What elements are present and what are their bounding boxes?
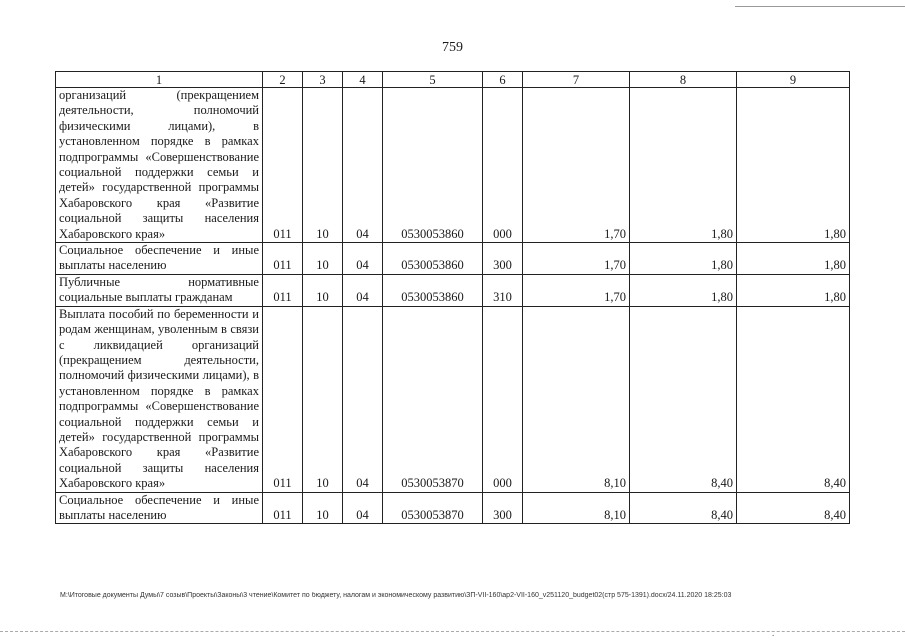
cell-amount-2: 1,80 <box>630 274 737 306</box>
header-cell: 5 <box>383 72 483 88</box>
cell-amount-2: 8,40 <box>630 492 737 524</box>
cell-section: 10 <box>303 88 343 243</box>
cell-subsection: 04 <box>343 88 383 243</box>
header-cell: 1 <box>56 72 263 88</box>
cell-subsection: 04 <box>343 492 383 524</box>
table-row <box>56 274 850 306</box>
cell-expense-type: 300 <box>483 492 523 524</box>
cell-subsection: 04 <box>343 243 383 275</box>
table-row <box>56 306 850 492</box>
cell-target-article: 0530053860 <box>383 243 483 275</box>
cell-amount-1: 1,70 <box>523 88 630 243</box>
header-cell: 3 <box>303 72 343 88</box>
cell-amount-1: 1,70 <box>523 274 630 306</box>
cell-amount-2: 1,80 <box>630 243 737 275</box>
cell-amount-3: 1,80 <box>737 243 850 275</box>
header-cell: 9 <box>737 72 850 88</box>
cell-target-article: 0530053870 <box>383 306 483 492</box>
cell-subsection: 04 <box>343 274 383 306</box>
header-cell: 4 <box>343 72 383 88</box>
cell-target-article: 0530053860 <box>383 274 483 306</box>
cell-amount-3: 8,40 <box>737 306 850 492</box>
cell-amount-3: 1,80 <box>737 88 850 243</box>
cell-section: 10 <box>303 492 343 524</box>
cell-target-article: 0530053860 <box>383 88 483 243</box>
budget-table <box>55 71 850 524</box>
cell-ministry-code: 011 <box>263 88 303 243</box>
table-row <box>56 243 850 275</box>
bottom-rule <box>0 631 905 632</box>
cell-expense-type: 000 <box>483 88 523 243</box>
cell-amount-1: 8,10 <box>523 306 630 492</box>
cell-amount-1: 1,70 <box>523 243 630 275</box>
cell-amount-1: 8,10 <box>523 492 630 524</box>
table-row <box>56 492 850 524</box>
cell-target-article: 0530053870 <box>383 492 483 524</box>
cell-ministry-code: 011 <box>263 243 303 275</box>
cell-amount-3: 1,80 <box>737 274 850 306</box>
row-description: Социальное обеспечение и иные выплаты населению <box>56 243 263 275</box>
cell-amount-2: 8,40 <box>630 306 737 492</box>
cell-ministry-code: 011 <box>263 274 303 306</box>
row-description: организаций (прекращением деятельности, полномочий физическими лицами), в установленном порядке в рамках подпрограммы «Совершенствование социальной поддержки семьи и детей» государственной программы Хабаровского края «Развитие социальной защиты населения Хабаровского края» <box>56 88 263 243</box>
row-description: Выплата пособий по беременности и родам женщинам, уволенным в связи с ликвидацией организаций (прекращением деятельности, полномочий физическими лицами), в установленном порядке в рамках подпрограммы «Совершенствование социальной поддержки семьи и детей» государственной программы Хабаровского края «Развитие социальной защиты населения Хабаровского края» <box>56 306 263 492</box>
header-cell: 7 <box>523 72 630 88</box>
cell-amount-2: 1,80 <box>630 88 737 243</box>
cell-ministry-code: 011 <box>263 306 303 492</box>
header-cell: 6 <box>483 72 523 88</box>
table-header-row <box>56 72 850 88</box>
cell-section: 10 <box>303 274 343 306</box>
cell-section: 10 <box>303 243 343 275</box>
cell-expense-type: 310 <box>483 274 523 306</box>
scan-mark: . <box>772 628 775 638</box>
table-row <box>56 88 850 243</box>
page-number: 759 <box>442 40 463 55</box>
cell-amount-3: 8,40 <box>737 492 850 524</box>
header-cell: 8 <box>630 72 737 88</box>
top-rule <box>735 6 905 7</box>
cell-subsection: 04 <box>343 306 383 492</box>
document-path-footer: M:\Итоговые документы Думы\7 созыв\Проекты\Законы\3 чтение\Комитет по бюджету, налогам и экономическому развитию\ЗП-VII-160\ap2-VII-160_v251120_budget02(стр 575-1391).docx/24.11.2020 18:25:03 <box>60 592 732 599</box>
row-description: Социальное обеспечение и иные выплаты населению <box>56 492 263 524</box>
cell-ministry-code: 011 <box>263 492 303 524</box>
cell-expense-type: 300 <box>483 243 523 275</box>
cell-section: 10 <box>303 306 343 492</box>
row-description: Публичные нормативные социальные выплаты гражданам <box>56 274 263 306</box>
cell-expense-type: 000 <box>483 306 523 492</box>
header-cell: 2 <box>263 72 303 88</box>
